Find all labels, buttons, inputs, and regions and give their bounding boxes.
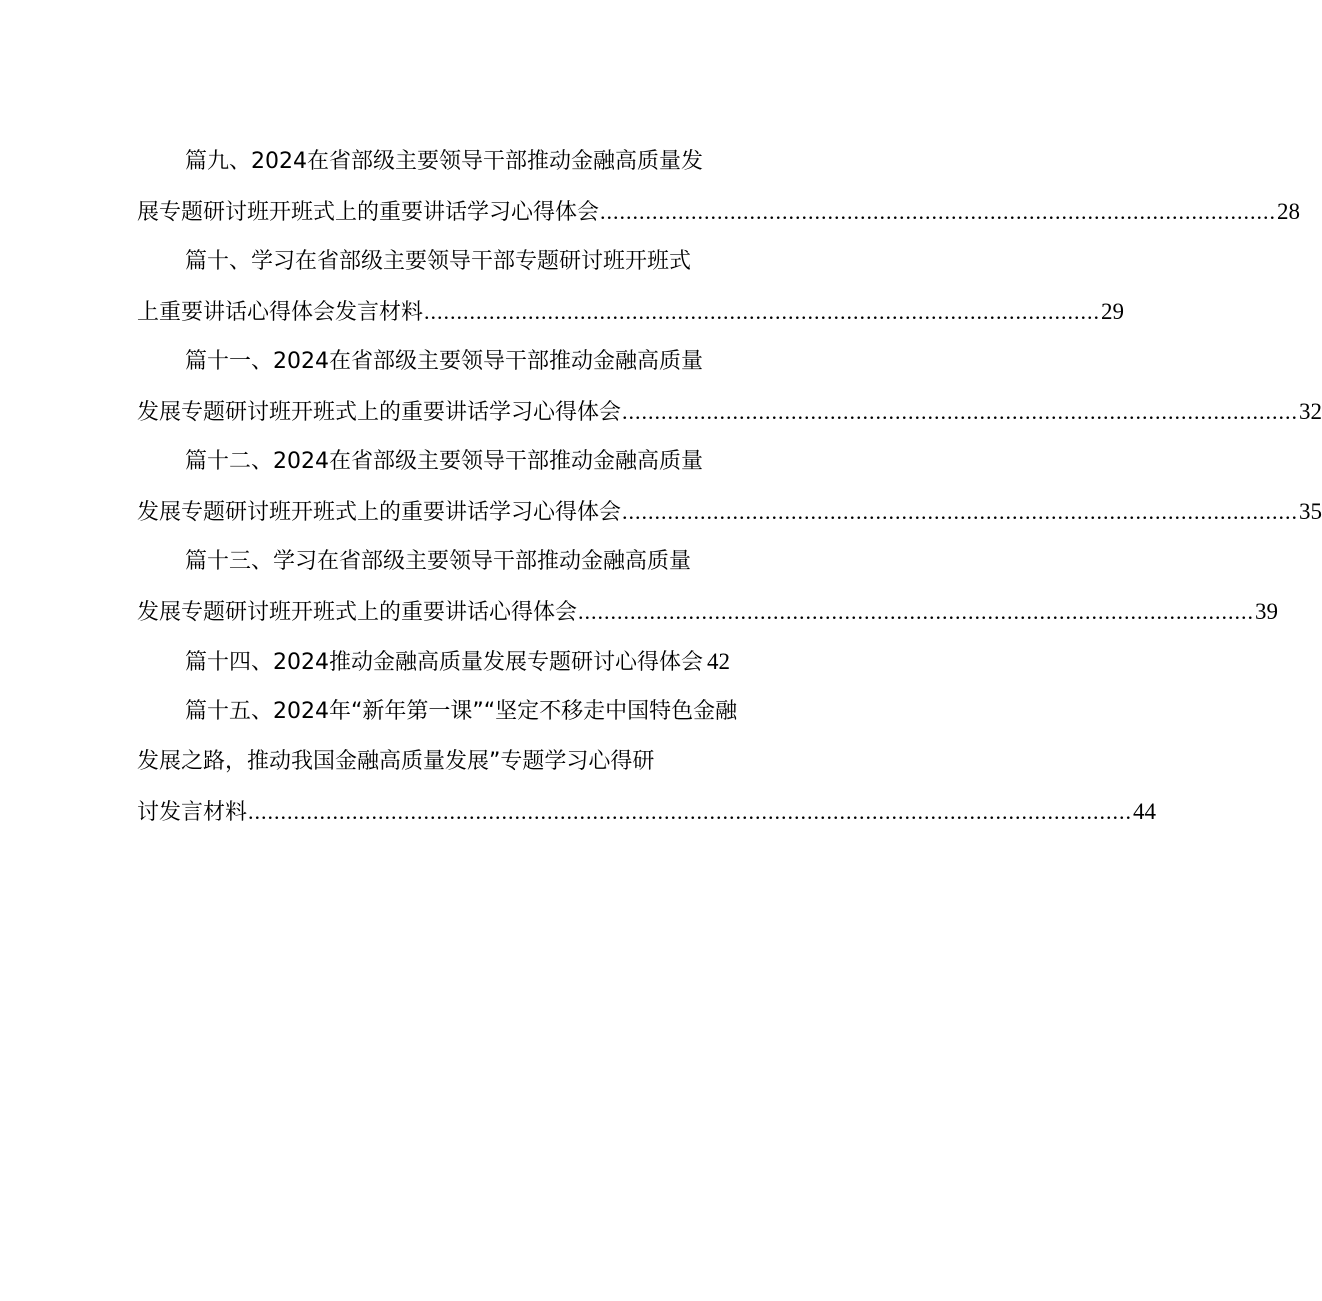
toc-entry-13-title[interactable] (137, 540, 817, 590)
toc-entry-12-page: 35 (1299, 499, 1322, 524)
toc-leader-dots: ........................................................................................................ (600, 199, 1277, 224)
toc-entry-10-leader-row[interactable] (137, 290, 1125, 340)
toc-entry-11-title[interactable] (137, 340, 817, 390)
toc-entry-13-line1: 篇十三、学习在省部级主要领导干部推动金融高质量 (185, 549, 692, 574)
toc-entry-9-title[interactable] (137, 140, 817, 190)
toc-entry-14-title[interactable] (137, 640, 817, 690)
toc-entry-9-line1: 篇九、2024在省部级主要领导干部推动金融高质量发 (185, 149, 703, 174)
toc-entry-14-page: 42 (707, 649, 730, 674)
toc-leader-dots: ........................................................................................................ (578, 599, 1255, 624)
toc-entry-9-page: 28 (1277, 199, 1301, 224)
toc-entry-11-line2: 发展专题研讨班开班式上的重要讲话学习心得体会 (137, 400, 622, 425)
toc-entry-12-line1: 篇十二、2024在省部级主要领导干部推动金融高质量 (185, 449, 703, 474)
toc-entry-15-leader-row[interactable] (137, 790, 1157, 840)
toc-entry-12-line2: 发展专题研讨班开班式上的重要讲话学习心得体会 (137, 500, 622, 525)
toc-entry-15-title[interactable] (137, 690, 817, 740)
toc-entry-15-page: 44 (1133, 799, 1157, 824)
toc-entry-15-line3: 讨发言材料 (137, 800, 248, 825)
toc-leader-dots: ........................................................................................................ (424, 299, 1101, 324)
toc-entry-11-page: 32 (1299, 399, 1322, 424)
toc-entry-14-line1: 篇十四、2024推动金融高质量发展专题研讨心得体会 (185, 650, 703, 675)
toc-entry-9-leader-row[interactable] (137, 190, 1301, 240)
toc-leader-dots: ........................................................................................................ (622, 499, 1299, 524)
toc-entry-15-continuation[interactable] (137, 740, 817, 790)
toc-entry-15-line2: 发展之路，推动我国金融高质量发展”专题学习心得研 (137, 749, 655, 774)
toc-entry-13-line2: 发展专题研讨班开班式上的重要讲话心得体会 (137, 600, 578, 625)
toc-leader-dots: ........................................................................................................ (622, 399, 1299, 424)
toc-leader-dots: ........................................................................................................................................ (248, 799, 1133, 824)
toc-entry-12-leader-row[interactable] (137, 490, 1322, 540)
toc-entry-11-line1: 篇十一、2024在省部级主要领导干部推动金融高质量 (185, 349, 703, 374)
toc-entry-10-line1: 篇十、学习在省部级主要领导干部专题研讨班开班式 (185, 249, 692, 274)
toc-entry-15-line1: 篇十五、2024年“新年第一课”“坚定不移走中国特色金融 (185, 699, 738, 724)
toc-entry-10-title[interactable] (137, 240, 817, 290)
toc-entry-12-title[interactable] (137, 440, 817, 490)
toc-entry-11-leader-row[interactable] (137, 390, 1322, 440)
table-of-contents (137, 140, 1322, 840)
toc-entry-9-line2: 展专题研讨班开班式上的重要讲话学习心得体会 (137, 200, 600, 225)
toc-entry-10-line2: 上重要讲话心得体会发言材料 (137, 300, 424, 325)
toc-entry-13-page: 39 (1255, 599, 1279, 624)
toc-entry-13-leader-row[interactable] (137, 590, 1279, 640)
toc-entry-10-page: 29 (1101, 299, 1125, 324)
